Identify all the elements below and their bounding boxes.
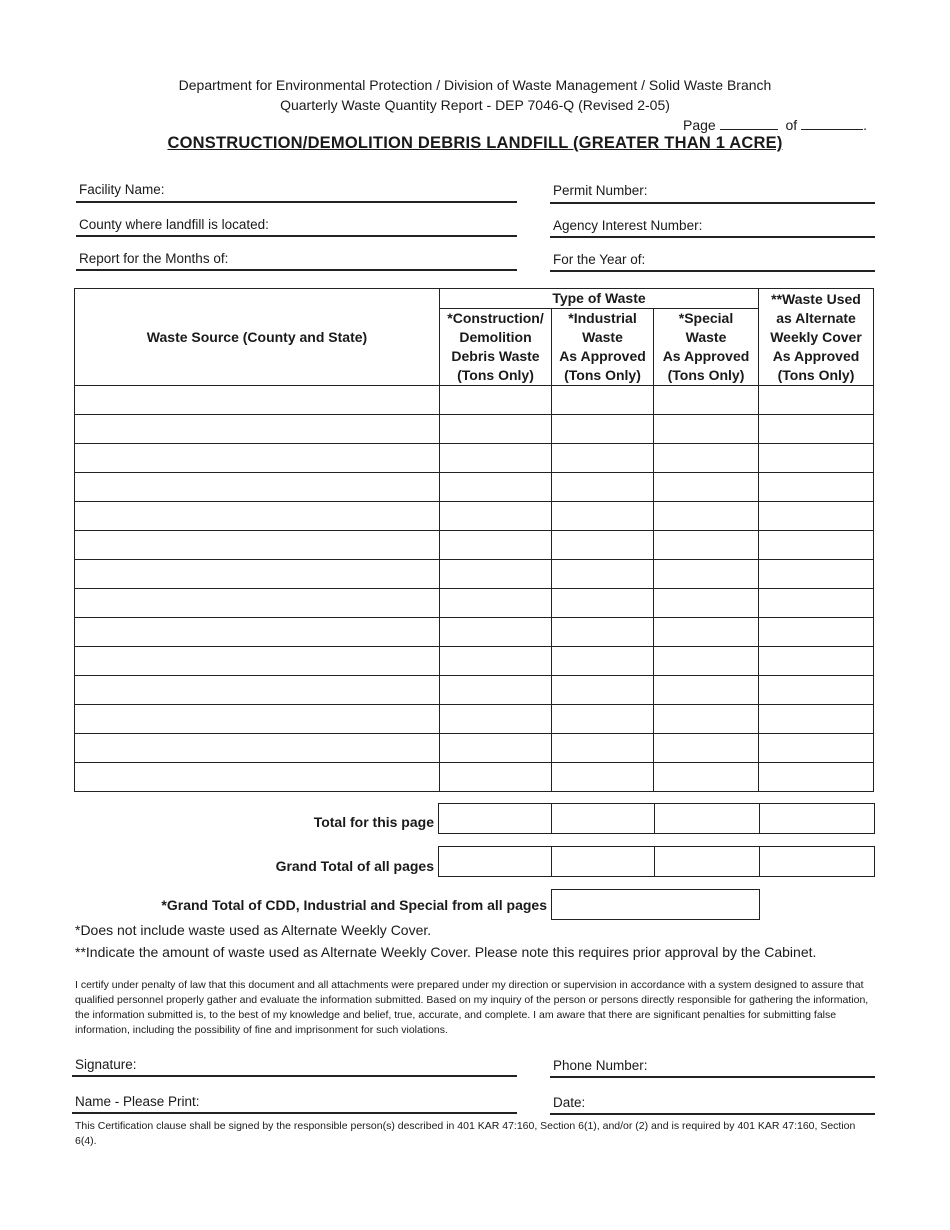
county-label: County where landfill is located:	[79, 217, 269, 232]
special-cell[interactable]	[654, 473, 759, 502]
cdd-cell[interactable]	[440, 705, 552, 734]
special-cell[interactable]	[654, 618, 759, 647]
waste-source-header: Waste Source (County and State)	[75, 289, 440, 386]
page-total-industrial-cell[interactable]	[551, 803, 655, 834]
cdd-cell[interactable]	[440, 473, 552, 502]
cover-cell[interactable]	[759, 415, 874, 444]
cdd-cell[interactable]	[440, 444, 552, 473]
grand-total-special-cell[interactable]	[654, 846, 760, 877]
special-cell[interactable]	[654, 531, 759, 560]
waste-table	[74, 288, 874, 792]
type-of-waste-header: Type of Waste	[440, 289, 759, 309]
grand-total-cdd-cell[interactable]	[438, 846, 552, 877]
industrial-cell[interactable]	[552, 560, 654, 589]
source-cell[interactable]	[75, 444, 440, 473]
industrial-cell[interactable]	[552, 647, 654, 676]
cover-cell[interactable]	[759, 676, 874, 705]
industrial-cell[interactable]	[552, 618, 654, 647]
permit-number-label: Permit Number:	[553, 183, 648, 198]
phone-number-field[interactable]	[550, 1076, 875, 1078]
source-cell[interactable]	[75, 676, 440, 705]
cover-cell[interactable]	[759, 618, 874, 647]
page-counter	[683, 116, 867, 133]
table-row	[75, 502, 874, 531]
industrial-cell[interactable]	[552, 734, 654, 763]
agency-interest-field[interactable]	[550, 236, 875, 238]
source-cell[interactable]	[75, 531, 440, 560]
cover-cell[interactable]	[759, 560, 874, 589]
facility-name-field[interactable]	[76, 201, 517, 203]
cover-cell[interactable]	[759, 386, 874, 415]
page-total-special-cell[interactable]	[654, 803, 760, 834]
cover-cell[interactable]	[759, 444, 874, 473]
source-cell[interactable]	[75, 734, 440, 763]
cover-cell[interactable]	[759, 473, 874, 502]
industrial-cell[interactable]	[552, 676, 654, 705]
cdd-cell[interactable]	[440, 531, 552, 560]
print-name-field[interactable]	[72, 1112, 517, 1114]
report-months-label: Report for the Months of:	[79, 251, 229, 266]
cdd-cell[interactable]	[440, 763, 552, 792]
table-row	[75, 647, 874, 676]
grand-total-label: Grand Total of all pages	[275, 858, 434, 874]
source-cell[interactable]	[75, 705, 440, 734]
cover-cell[interactable]	[759, 589, 874, 618]
permit-number-field[interactable]	[550, 202, 875, 204]
cdd-cell[interactable]	[440, 560, 552, 589]
page-total-label: Total for this page	[313, 814, 434, 830]
table-row	[75, 415, 874, 444]
note-alternate-cover-excluded: *Does not include waste used as Alternate Weekly Cover.	[75, 922, 432, 938]
table-row	[75, 705, 874, 734]
source-cell[interactable]	[75, 560, 440, 589]
source-cell[interactable]	[75, 589, 440, 618]
cdd-waste-header: *Construction/ Demolition Debris Waste (Tons Only)	[440, 309, 552, 386]
cover-cell[interactable]	[759, 705, 874, 734]
industrial-cell[interactable]	[552, 444, 654, 473]
date-label: Date:	[553, 1095, 586, 1110]
alternate-cover-header: **Waste Used as Alternate Weekly Cover As Approved (Tons Only)	[759, 289, 874, 386]
source-cell[interactable]	[75, 473, 440, 502]
industrial-cell[interactable]	[552, 502, 654, 531]
special-cell[interactable]	[654, 444, 759, 473]
report-months-field[interactable]	[76, 269, 517, 271]
cdd-cell[interactable]	[440, 734, 552, 763]
industrial-cell[interactable]	[552, 589, 654, 618]
of-label: of	[785, 117, 798, 133]
special-cell[interactable]	[654, 502, 759, 531]
industrial-cell[interactable]	[552, 415, 654, 444]
date-field[interactable]	[550, 1113, 875, 1115]
signature-label: Signature:	[75, 1057, 137, 1072]
special-cell[interactable]	[654, 734, 759, 763]
table-row	[75, 444, 874, 473]
certification-footer: This Certification clause shall be signed by the responsible person(s) described in 401 KAR 47:160, Section 6(1), and/or (2) and is required by 401 KAR 47:160, Section 6(4).	[75, 1120, 856, 1147]
facility-name-label: Facility Name:	[79, 182, 165, 197]
special-cell[interactable]	[654, 705, 759, 734]
note-alternate-cover-approval: **Indicate the amount of waste used as Alternate Weekly Cover. Please note this requires prior approval by the Cabinet.	[75, 944, 817, 960]
signature-field[interactable]	[72, 1075, 517, 1077]
grand-total-cover-cell[interactable]	[759, 846, 875, 877]
table-row	[75, 763, 874, 792]
source-cell[interactable]	[75, 618, 440, 647]
table-row	[75, 386, 874, 415]
agency-interest-label: Agency Interest Number:	[553, 218, 703, 233]
year-field[interactable]	[550, 270, 875, 272]
cover-cell[interactable]	[759, 734, 874, 763]
industrial-cell[interactable]	[552, 386, 654, 415]
source-cell[interactable]	[75, 647, 440, 676]
table-row	[75, 589, 874, 618]
of-dot: .	[863, 117, 867, 133]
special-cell[interactable]	[654, 415, 759, 444]
special-cell[interactable]	[654, 763, 759, 792]
table-row	[75, 560, 874, 589]
grand-total-industrial-cell[interactable]	[551, 846, 655, 877]
source-cell[interactable]	[75, 502, 440, 531]
table-row	[75, 473, 874, 502]
cdd-cell[interactable]	[440, 415, 552, 444]
form-number-line: Quarterly Waste Quantity Report - DEP 7046-Q (Revised 2-05)	[280, 97, 670, 113]
special-cell[interactable]	[654, 647, 759, 676]
source-cell[interactable]	[75, 763, 440, 792]
grand-total-cdd-label: *Grand Total of CDD, Industrial and Special from all pages	[161, 897, 547, 913]
cdd-cell[interactable]	[440, 676, 552, 705]
special-cell[interactable]	[654, 676, 759, 705]
special-cell[interactable]	[654, 589, 759, 618]
print-name-label: Name - Please Print:	[75, 1094, 200, 1109]
page-total-blank[interactable]	[801, 116, 863, 130]
table-row	[75, 734, 874, 763]
phone-number-label: Phone Number:	[553, 1058, 648, 1073]
table-row	[75, 531, 874, 560]
certification-statement: I certify under penalty of law that this document and all attachments were prepared under my direction or supervision in accordance with a system designed to assure that qualified personnel properly gather and evaluate the information submitted. Based on my inquiry of the person or persons directly responsible for gathering the information, the information submitted is, to the best of my knowledge and belief, true, accurate, and complete. I am aware that there are significant penalties for submitting false information, including the possibility of fine and imprisonment for such violations.	[75, 979, 869, 1036]
department-line: Department for Environmental Protection / Division of Waste Management / Solid Waste Branch	[178, 77, 772, 93]
form-title: CONSTRUCTION/DEMOLITION DEBRIS LANDFILL (GREATER THAN 1 ACRE)	[167, 134, 783, 152]
cover-cell[interactable]	[759, 647, 874, 676]
county-field[interactable]	[76, 235, 517, 237]
page-total-cover-cell[interactable]	[759, 803, 875, 834]
special-cell[interactable]	[654, 560, 759, 589]
cdd-cell[interactable]	[440, 589, 552, 618]
industrial-cell[interactable]	[552, 763, 654, 792]
page-number-blank[interactable]	[720, 116, 778, 130]
cover-cell[interactable]	[759, 502, 874, 531]
table-row	[75, 676, 874, 705]
cdd-cell[interactable]	[440, 618, 552, 647]
cdd-cell[interactable]	[440, 502, 552, 531]
cover-cell[interactable]	[759, 763, 874, 792]
page-total-cdd-cell[interactable]	[438, 803, 552, 834]
grand-total-cdd-industrial-special-cell[interactable]	[551, 889, 760, 920]
cdd-cell[interactable]	[440, 647, 552, 676]
page-label: Page	[683, 117, 716, 133]
source-cell[interactable]	[75, 386, 440, 415]
cover-cell[interactable]	[759, 531, 874, 560]
source-cell[interactable]	[75, 415, 440, 444]
industrial-cell[interactable]	[552, 705, 654, 734]
industrial-cell[interactable]	[552, 531, 654, 560]
table-row	[75, 618, 874, 647]
special-waste-header: *Special Waste As Approved (Tons Only)	[654, 309, 759, 386]
industrial-waste-header: *Industrial Waste As Approved (Tons Only)	[552, 309, 654, 386]
cdd-cell[interactable]	[440, 386, 552, 415]
year-label: For the Year of:	[553, 252, 646, 267]
special-cell[interactable]	[654, 386, 759, 415]
industrial-cell[interactable]	[552, 473, 654, 502]
